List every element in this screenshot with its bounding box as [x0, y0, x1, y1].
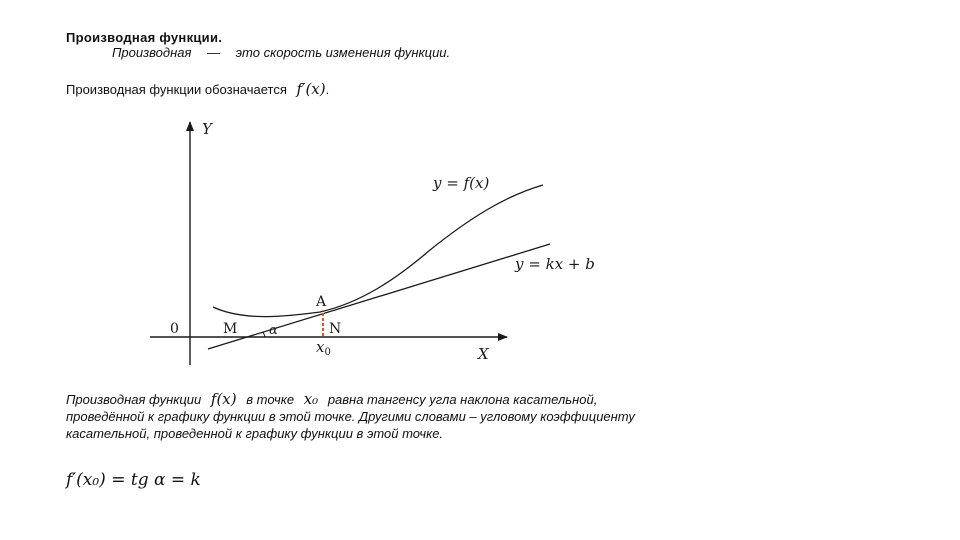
x0-label-main: x: [316, 338, 325, 356]
explanation-paragraph: [66, 391, 906, 442]
x0-label: [316, 338, 331, 358]
explanation-symbol-fx: f(x): [210, 390, 237, 408]
x0-label-sub: 0: [324, 347, 331, 358]
notation-symbol: f′(x): [296, 80, 326, 98]
definition-term: Производная: [112, 45, 192, 60]
notation-text: Производная функции обозначается: [66, 82, 287, 97]
point-n-label: N: [329, 321, 342, 337]
definition-text: это скорость изменения функции.: [235, 45, 451, 60]
tangent-label: y = kx + b: [515, 255, 595, 273]
notation-end: .: [325, 82, 330, 97]
angle-label: α: [269, 323, 278, 338]
angle-arc: [263, 332, 265, 337]
point-m-label: M: [223, 321, 238, 337]
section-title: Производная функции.: [66, 30, 223, 45]
explanation-symbol-x0: x₀: [303, 390, 319, 408]
explanation-line-1: [66, 391, 906, 408]
explanation-line-1-c: равна тангенсу угла наклона касательной,: [327, 392, 598, 407]
point-a-label: A: [316, 294, 327, 310]
derivative-formula: f′(x₀) = tg α = k: [66, 470, 201, 490]
curve-label: y = f(x): [433, 174, 490, 192]
explanation-line-2: проведённой к графику функции в этой точке. Другими словами – угловому коэффициенту: [66, 409, 635, 424]
explanation-line-1-a: Производная функции: [66, 392, 202, 407]
tangent-line: [208, 244, 550, 349]
explanation-line-1-b: в точке: [246, 392, 295, 407]
x-axis-label: X: [478, 345, 489, 363]
explanation-line-3: касательной, проведенной к графику функции в этой точке.: [66, 426, 444, 441]
origin-label: 0: [170, 321, 179, 337]
y-axis-label: Y: [202, 120, 212, 138]
definition-dash: —: [207, 45, 221, 60]
